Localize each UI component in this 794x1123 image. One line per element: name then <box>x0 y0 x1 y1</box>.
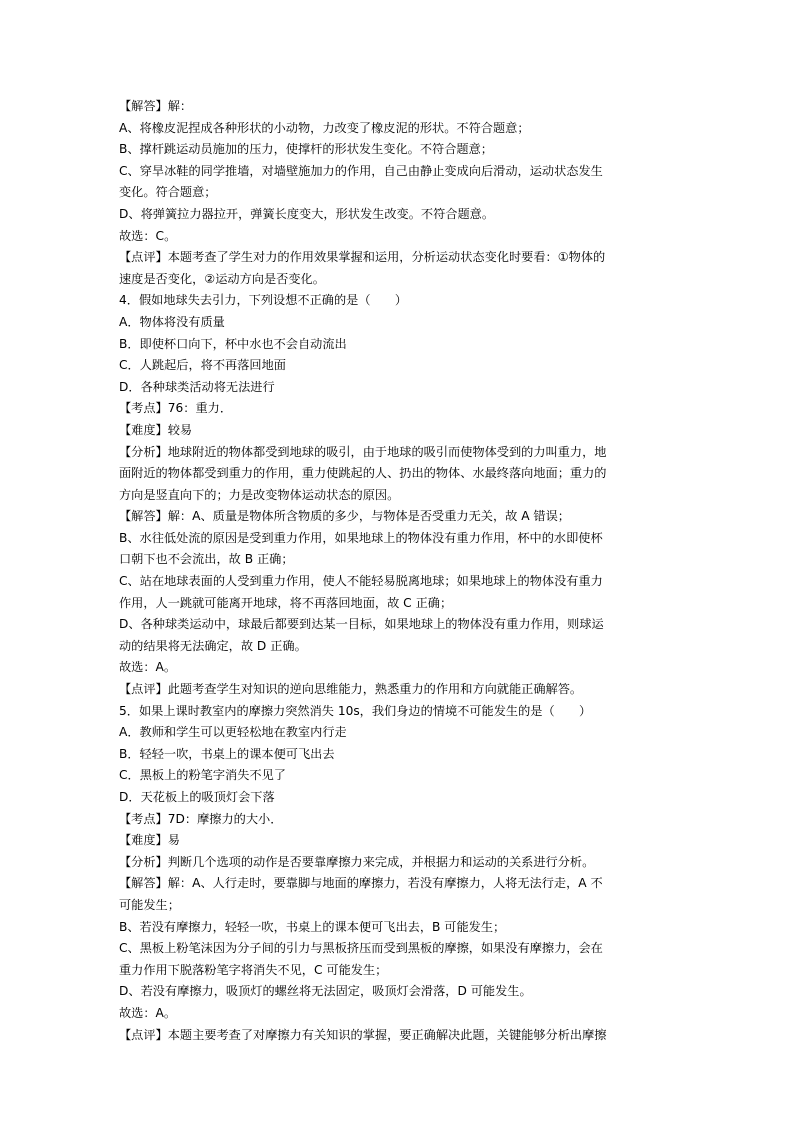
text-line: 口朝下也不会流出，故 B 正确； <box>119 552 294 567</box>
text-line: 【考点】7D：摩擦力的大小． <box>119 811 283 826</box>
text-line: C、黑板上粉笔沫因为分子间的引力与黑板挤压而受到黑板的摩擦，如果没有摩擦力，会在 <box>119 941 603 956</box>
text-line: 可能发生； <box>119 897 180 912</box>
text-line: D、将弹簧拉力器拉开，弹簧长度变大，形状发生改变。不符合题意。 <box>119 206 495 221</box>
text-line: D、若没有摩擦力，吸顶灯的螺丝将无法固定，吸顶灯会滑落，D 可能发生。 <box>119 984 532 999</box>
text-line: 重力作用下脱落粉笔字将消失不见，C 可能发生； <box>119 962 388 977</box>
text-line: 【解答】解：A、人行走时，要靠脚与地面的摩擦力，若没有摩擦力，人将无法行走，A 不 <box>119 876 603 891</box>
text-line: 【考点】76：重力． <box>119 401 233 416</box>
option-b: B．即使杯口向下，杯中水也不会自动流出 <box>119 336 347 351</box>
text-line: 故选：A。 <box>119 1005 177 1020</box>
text-line: 面附近的物体都受到重力的作用，重力使跳起的人、扔出的物体、水最终落向地面；重力的 <box>119 466 607 481</box>
text-line: D、各种球类运动中，球最后都要到达某一目标，如果地球上的物体没有重力作用，则球运 <box>119 617 604 632</box>
text-line: 【分析】地球附近的物体都受到地球的吸引，由于地球的吸引而使物体受到的力叫重力，地 <box>119 444 607 459</box>
document-body <box>119 96 677 1046</box>
text-line: 【难度】易 <box>119 833 180 848</box>
option-d: D．天花板上的吸顶灯会下落 <box>119 790 275 804</box>
question-5-stem: 5．如果上课时教室内的摩擦力突然消失 10s，我们身边的情境不可能发生的是（ ） <box>119 703 592 718</box>
text-line: 故选：C。 <box>119 228 177 243</box>
text-line: 速度是否变化，②运动方向是否变化。 <box>119 271 325 286</box>
text-line: C、站在地球表面的人受到重力作用，使人不能轻易脱离地球；如果地球上的物体没有重力 <box>119 574 603 589</box>
text-line: B、水往低处流的原因是受到重力作用，如果地球上的物体没有重力作用，杯中的水即使杯 <box>119 530 603 545</box>
option-b: B．轻轻一吹，书桌上的课本便可飞出去 <box>119 746 335 761</box>
option-c: C．人跳起后，将不再落回地面 <box>119 358 286 373</box>
option-d: D．各种球类活动将无法进行 <box>119 379 275 394</box>
text-line: 【解答】解：A、质量是物体所含物质的多少，与物体是否受重力无关，故 A 错误； <box>119 509 570 524</box>
option-a: A．教师和学生可以更轻松地在教室内行走 <box>119 725 347 740</box>
text-line: 【解答】解： <box>119 99 193 113</box>
text-line: 【难度】较易 <box>119 422 193 437</box>
text-line: 【点评】此题考查学生对知识的逆向思维能力，熟悉重力的作用和方向就能正确解答。 <box>119 682 583 697</box>
text-line: B、撑杆跳运动员施加的压力，使撑杆的形状发生变化。不符合题意； <box>119 142 493 157</box>
text-line: 作用，人一跳就可能离开地球，将不再落回地面，故 C 正确； <box>119 595 453 610</box>
text-line: 变化。符合题意； <box>119 185 217 200</box>
text-line: 动的结果将无法确定，故 D 正确。 <box>119 638 307 653</box>
question-4-stem: 4．假如地球失去引力，下列设想不正确的是（ ） <box>119 293 408 308</box>
text-line: 方向是竖直向下的；力是改变物体运动状态的原因。 <box>119 487 400 502</box>
text-line: 【点评】本题考查了学生对力的作用效果掌握和运用，分析运动状态变化时要看：①物体的 <box>119 250 606 265</box>
text-line: 【点评】本题主要考查了对摩擦力有关知识的掌握，要正确解决此题，关键能够分析出摩擦 <box>119 1027 607 1042</box>
text-line: 【分析】判断几个选项的动作是否要靠摩擦力来完成，并根据力和运动的关系进行分析。 <box>119 854 595 869</box>
text-line: 故选：A。 <box>119 660 177 675</box>
text-line: B、若没有摩擦力，轻轻一吹，书桌上的课本便可飞出去，B 可能发生； <box>119 919 506 934</box>
option-c: C．黑板上的粉笔字消失不见了 <box>119 768 286 783</box>
option-a: A．物体将没有质量 <box>119 314 225 329</box>
text-line: C、穿旱冰鞋的同学推墙，对墙壁施加力的作用，自己由静止变成向后滑动，运动状态发生 <box>119 163 603 178</box>
text-line: A、将橡皮泥捏成各种形状的小动物，力改变了橡皮泥的形状。不符合题意； <box>119 120 530 135</box>
